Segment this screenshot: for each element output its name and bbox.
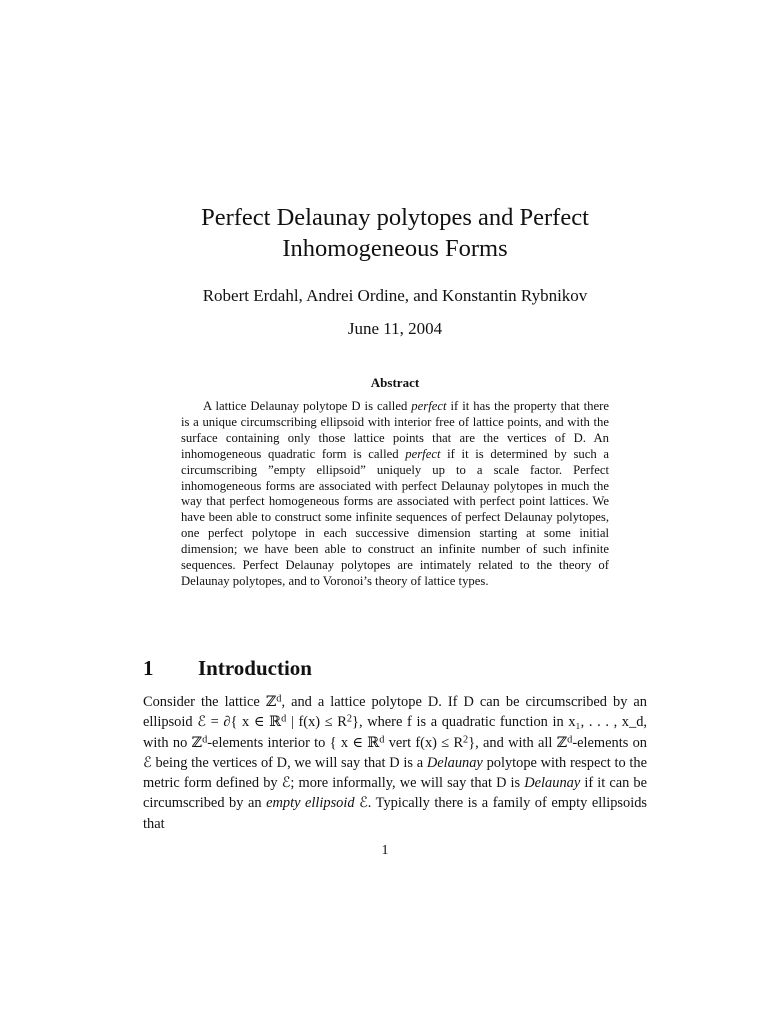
publication-date: June 11, 2004 [347, 319, 443, 338]
body-emphasis: Delaunay [426, 754, 483, 771]
body-text-segment: ℰ. Typically there is a family of empty ellipsoids that [143, 795, 647, 832]
abstract-text [181, 399, 609, 590]
section-number: 1 [143, 656, 154, 680]
body-emphasis: Delaunay [524, 775, 581, 792]
body-text-segment: }, where f is a quadratic function in x₁, . . . , x_d, with no ℤ [143, 714, 647, 751]
section-heading [143, 655, 312, 681]
body-text-segment: Consider the lattice ℤ [143, 694, 277, 710]
superscript: d [567, 733, 573, 745]
body-text-segment: polytope with respect to the metric form defined by ℰ; more informally, we will say that D is [143, 754, 647, 792]
body-text-segment: if it can be circumscribed by an [143, 775, 648, 812]
superscript: 2 [346, 713, 353, 725]
body-text-segment: -elements interior to { x ∈ ℝ [207, 734, 380, 751]
body-text-segment: vert f(x) ≤ R [384, 734, 464, 751]
abstract-text-segment: A lattice Delaunay polytope D is called [203, 399, 412, 413]
page-number: 1 [381, 843, 389, 858]
body-text-segment: | f(x) ≤ R [286, 714, 347, 731]
abstract-text-segment: if it is determined by such a circumscribing ”empty ellipsoid” uniquely up to a scale factor. Perfect inhomogeneous forms are associated with perfect Delaunay polytopes in much the way that perfect homogeneous forms are associated with perfect point lattices. We have been able to construct some infinite sequences of perfect Delaunay polytopes, one perfect polytope in each successive dimension starting at some initial dimension; we have been able to construct an infinite number of such infinite sequences. Perfect Delaunay polytopes are intimately related to the theory of Delaunay polytopes, and to Voronoi’s theory of lattice types. [181, 446, 609, 588]
paper-title: Perfect Delaunay polytopes and Perfect Inhomogeneous Forms [201, 204, 589, 262]
body-text-segment: , and a lattice polytope D. If D can be circumscribed by an ellipsoid ℰ = ∂{ x ∈ ℝ [143, 694, 648, 731]
superscript: 2 [463, 733, 469, 745]
abstract-heading: Abstract [370, 375, 420, 390]
superscript: d [202, 733, 208, 745]
section-title: Introduction [198, 656, 312, 680]
introduction-paragraph [143, 692, 647, 834]
superscript: d [276, 693, 282, 705]
body-text-segment: }, and with all ℤ [468, 734, 568, 751]
abstract-emphasis: perfect [411, 399, 447, 413]
body-text-segment: -elements on ℰ being the vertices of D, we will say that D is a [143, 734, 647, 771]
superscript: d [379, 733, 385, 745]
body-emphasis: empty ellipsoid [266, 795, 355, 812]
abstract-emphasis: perfect [405, 446, 441, 461]
superscript: d [281, 713, 287, 725]
abstract-text-segment: if it has the property that there is a unique circumscribing ellipsoid with interior free of lattice points, and with the surface containing only those lattice points that are the vertices of D. An inhomogeneous quadratic form is called [181, 399, 609, 461]
author-list: Robert Erdahl, Andrei Ordine, and Konstantin Rybnikov [202, 286, 588, 305]
